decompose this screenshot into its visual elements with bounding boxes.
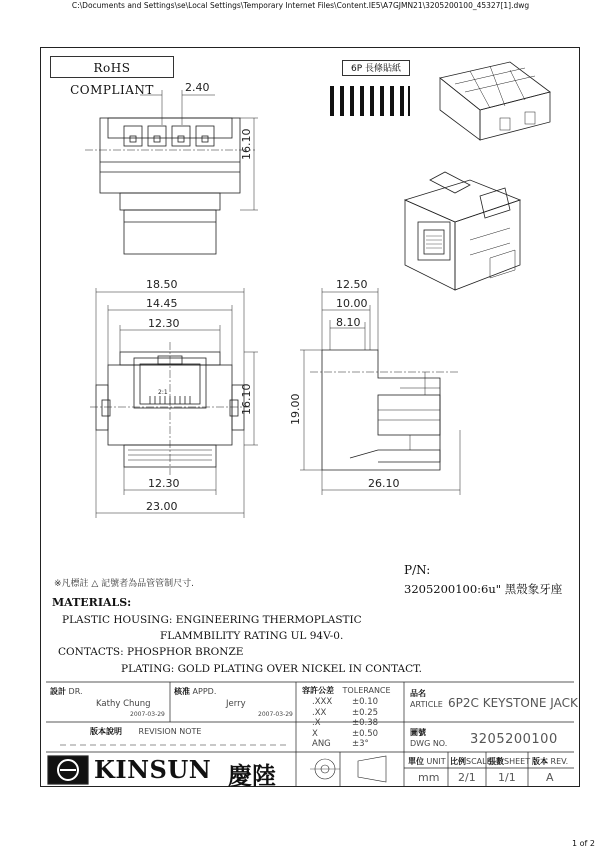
tolerance-label-en: TOLERANCE (342, 686, 391, 695)
article-name: 6P2C KEYSTONE JACK (448, 696, 578, 710)
dim-top-height: 16.10 (240, 128, 253, 160)
sheet-value: 1/1 (498, 771, 516, 784)
dwg-label (410, 727, 447, 749)
logo-text-cn: 慶陸 (228, 761, 276, 790)
materials-title: MATERIALS: (52, 596, 132, 609)
iso-top (440, 62, 550, 140)
dim-front-height: 16.10 (240, 383, 253, 415)
dim-front-mid: 14.45 (146, 297, 178, 310)
page-number: 1 of 2 (572, 839, 595, 848)
dim-front-bottom-outer: 23.00 (146, 500, 178, 513)
tolerance-value: ±0.10 (352, 697, 379, 707)
rev-label (532, 756, 568, 767)
tolerance-value: ±0.50 (352, 728, 379, 739)
approve-label-en: APPD. (192, 687, 217, 696)
unit-label-en: UNIT (426, 757, 446, 766)
design-date: 2007-03-29 (130, 711, 165, 718)
article-label-en: ARTICLE (410, 700, 443, 709)
tolerance-key: .X (312, 718, 321, 728)
sticker-text: 6P 長條貼紙 (350, 64, 401, 74)
article-label (410, 688, 443, 710)
tolerance-row (312, 739, 402, 750)
tolerance-label-cn: 容許公差 (302, 686, 334, 695)
approve-label-cn: 核准 (174, 687, 190, 696)
projection-symbol (310, 756, 386, 782)
design-label-cn: 設計 (50, 687, 66, 696)
scale-label-en: SCALE (466, 757, 492, 766)
scale-label (450, 756, 492, 767)
unit-label-cn: 單位 (408, 757, 424, 766)
dwg-label-en: DWG NO. (410, 739, 448, 748)
approver-name: Jerry (226, 699, 246, 709)
tolerance-label (302, 685, 391, 696)
pn-label: P/N: (404, 563, 431, 577)
rohs-text: RoHS COMPLIANT (70, 61, 154, 97)
tolerance-key: .XXX (312, 697, 333, 707)
materials-housing: PLASTIC HOUSING: ENGINEERING THERMOPLASTIC (62, 614, 362, 626)
kinsun-logo-mark (48, 756, 88, 784)
dim-side-bottom: 26.10 (368, 477, 400, 490)
logo-text-en: KINSUN (94, 755, 212, 784)
tolerance-value: ±0.25 (352, 707, 379, 718)
dim-side-mid: 10.00 (336, 297, 368, 310)
approve-label (174, 686, 216, 697)
pin-label: 2:1 (158, 389, 168, 396)
dwg-label-cn: 圖號 (410, 728, 426, 737)
top-view (85, 90, 258, 254)
materials-contacts: CONTACTS: PHOSPHOR BRONZE (58, 646, 244, 658)
sheet-label-cn: 張數 (488, 757, 504, 766)
revision-label-cn: 版本說明 (90, 727, 122, 736)
revision-label (90, 726, 201, 737)
tolerance-row (312, 718, 402, 729)
scale-label-cn: 比例 (450, 757, 466, 766)
unit-label (408, 756, 446, 767)
rev-label-en: REV. (550, 757, 569, 766)
tolerance-row (312, 708, 402, 719)
sheet-label-en: SHEET (504, 757, 531, 766)
tolerance-key: X (312, 728, 318, 739)
tolerance-table (312, 697, 402, 750)
scale-value: 2/1 (458, 771, 476, 784)
sheet-label (488, 756, 530, 767)
article-label-cn: 品名 (410, 689, 426, 698)
dim-front-bottom-inner: 12.30 (148, 477, 180, 490)
dwg-number: 3205200100 (470, 732, 558, 747)
pn-value: 3205200100:6u" 黑殼象牙座 (404, 582, 563, 596)
dim-top-width: 2.40 (185, 81, 210, 94)
dim-side-inner: 8.10 (336, 316, 361, 329)
tolerance-value: ±3° (352, 739, 369, 749)
dim-front-inner: 12.30 (148, 317, 180, 330)
dim-side-height: 19.00 (289, 393, 302, 425)
sticker-graphic (330, 86, 410, 116)
tolerance-value: ±0.38 (352, 718, 379, 728)
tolerance-row (312, 697, 402, 708)
rev-value: A (546, 771, 554, 784)
unit-value: mm (418, 771, 440, 784)
revision-label-en: REVISION NOTE (138, 727, 202, 736)
iso-jack (405, 172, 520, 290)
tolerance-note: ※凡標註 △ 記號者為品管管制尺寸. (54, 579, 195, 589)
dim-front-outer: 18.50 (146, 278, 178, 291)
approve-date: 2007-03-29 (258, 711, 293, 718)
materials-plating: PLATING: GOLD PLATING OVER NICKEL IN CONTACT. (121, 663, 422, 675)
dim-side-top: 12.50 (336, 278, 368, 291)
design-label-en: DR. (68, 687, 83, 696)
rev-label-cn: 版本 (532, 757, 548, 766)
side-view (300, 288, 460, 495)
tolerance-key: .XX (312, 707, 327, 718)
file-path: C:\Documents and Settings\se\Local Settings\Temporary Internet Files\Content.IE5\A7GJMN21\3205200100_45327[1].dwg (71, 1, 530, 10)
tolerance-key: ANG (312, 739, 331, 749)
tolerance-row (312, 729, 402, 740)
design-label (50, 686, 83, 697)
materials-flammability: FLAMMBILITY RATING UL 94V-0. (160, 630, 344, 642)
designer-name: Kathy Chung (96, 699, 151, 709)
